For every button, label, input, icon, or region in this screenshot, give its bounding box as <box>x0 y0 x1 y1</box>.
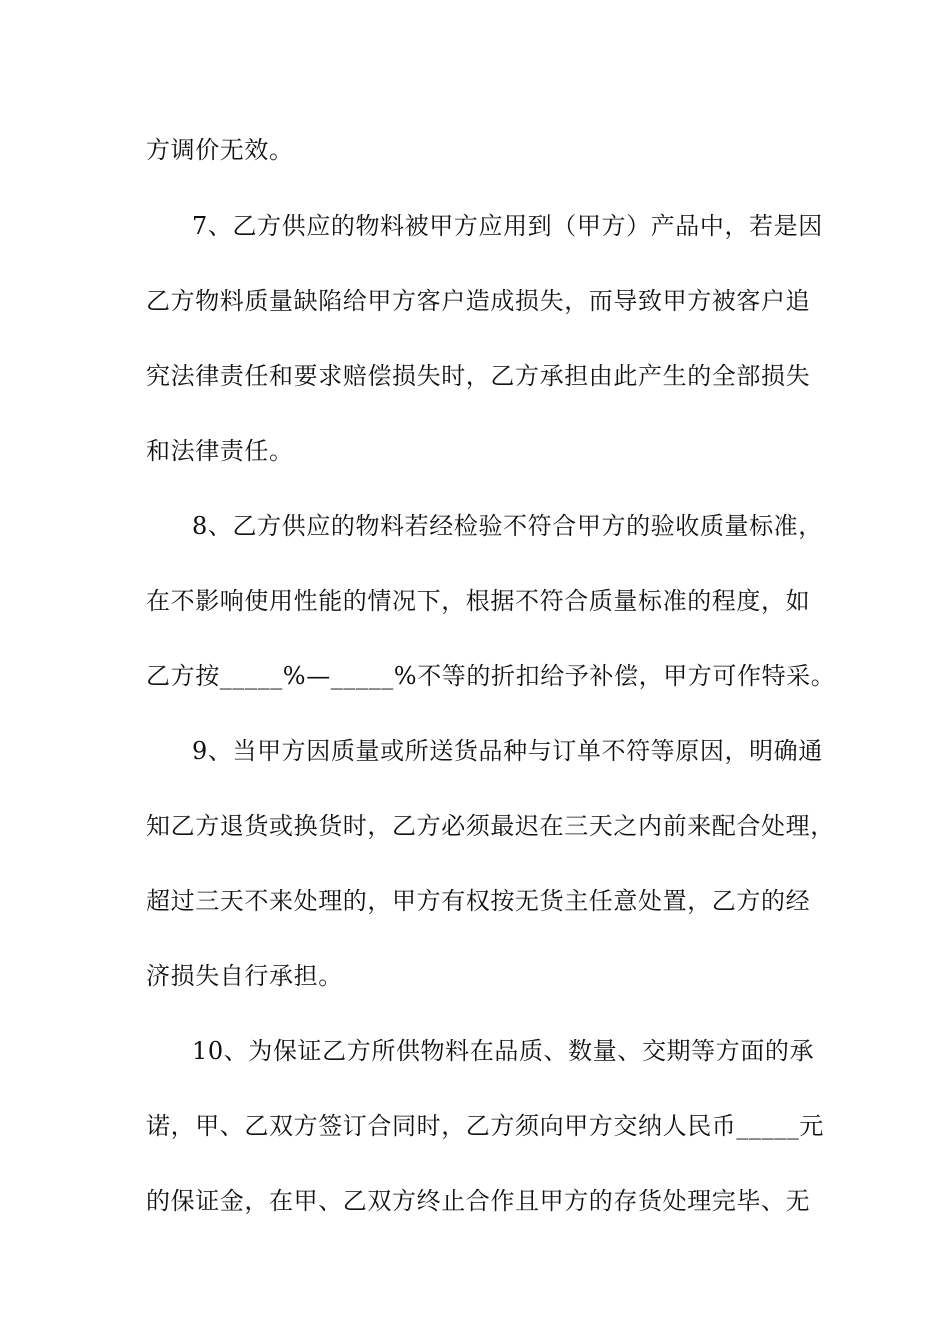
clause-10-line-2: 诺，甲、乙双方签订合同时，乙方须向甲方交纳人民币_____元 <box>146 1112 824 1140</box>
clause-7-line-2: 乙方物料质量缺陷给甲方客户造成损失，而导致甲方被客户追 <box>146 287 811 315</box>
clause-8-line-3: 乙方按_____%—_____%不等的折扣给予补偿，甲方可作特采。 <box>146 662 836 690</box>
clause-7-line-1: 7、乙方供应的物料被甲方应用到（甲方）产品中，若是因 <box>192 212 823 240</box>
clause-8-line-1: 8、乙方供应的物料若经检验不符合甲方的验收质量标准， <box>192 512 823 540</box>
text-line-1: 方调价无效。 <box>146 136 294 164</box>
clause-10-line-1: 10、为保证乙方所供物料在品质、数量、交期等方面的承 <box>192 1037 815 1065</box>
clause-9-line-3: 超过三天不来处理的，甲方有权按无货主任意处置，乙方的经 <box>146 887 811 915</box>
clause-8-line-2: 在不影响使用性能的情况下，根据不符合质量标准的程度，如 <box>146 587 811 615</box>
clause-9-line-4: 济损失自行承担。 <box>146 962 343 990</box>
clause-9-line-2: 知乙方退货或换货时，乙方必须最迟在三天之内前来配合处理， <box>146 812 835 840</box>
clause-10-line-3: 的保证金，在甲、乙双方终止合作且甲方的存货处理完毕、无 <box>146 1187 811 1215</box>
clause-9-line-1: 9、当甲方因质量或所送货品种与订单不符等原因，明确通 <box>192 737 823 765</box>
clause-7-line-4: 和法律责任。 <box>146 437 294 465</box>
clause-7-line-3: 究法律责任和要求赔偿损失时，乙方承担由此产生的全部损失 <box>146 362 811 390</box>
